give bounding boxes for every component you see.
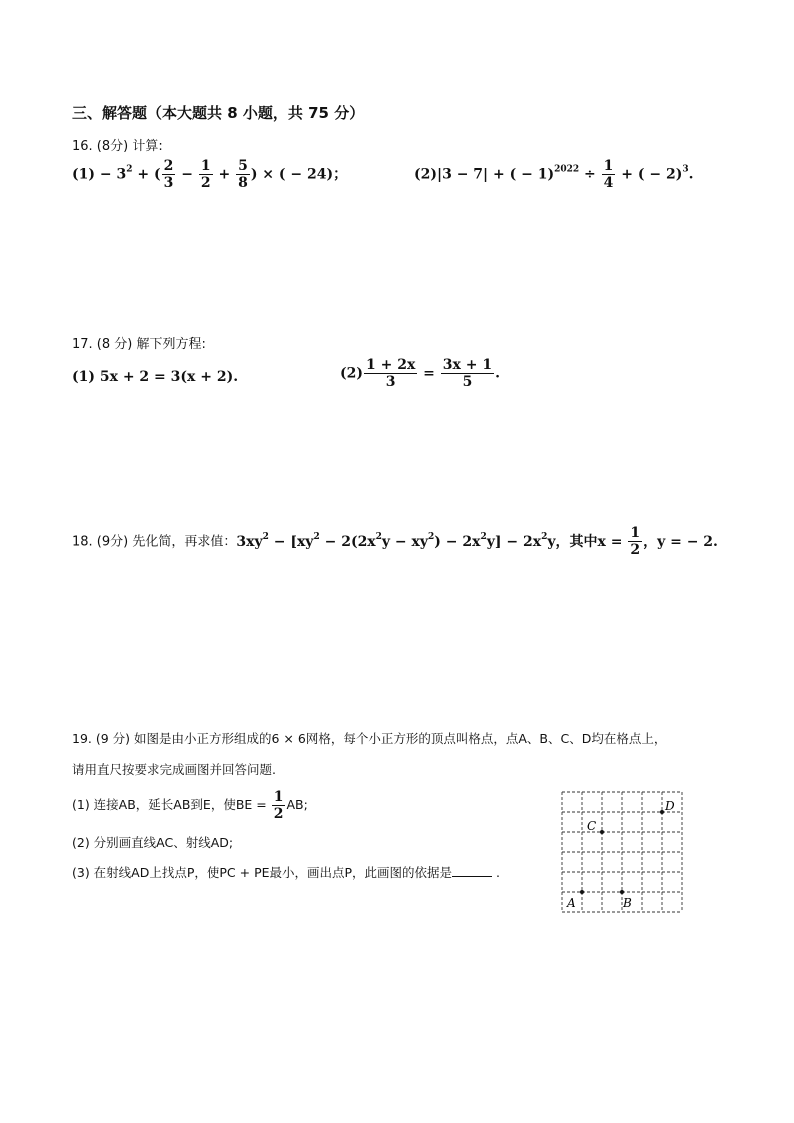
q17-part1: (1) 5x + 2 = 3(x + 2). xyxy=(72,369,239,385)
fraction: $\frac{1 + 2x}{3}$ xyxy=(366,357,416,390)
point-a xyxy=(580,890,584,894)
fraction: $\frac{5}{8}$ xyxy=(238,158,248,191)
q16-part1: $(1) - 3^2$ + ( $\frac{2}{3}$ − $\frac{1}{2}$ + $\frac{5}{8}$ ) × ( − 24)； xyxy=(72,158,348,191)
q19-step3: (3) 在射线AD上找点P，使PC + PE最小，画出点P，此画图的依据是 . xyxy=(72,865,501,880)
label-a: A xyxy=(567,896,576,910)
q16-part2: (2)|3 − 7| + ( − 1)$^{2022}$ ÷ $\frac{1}{4}$ + ( − 2)$^3$. xyxy=(414,158,694,191)
grid-diagram xyxy=(556,786,690,918)
label-c: C xyxy=(587,819,597,833)
q17-heading: 17. (8 分) 解下列方程: xyxy=(72,337,206,352)
fraction: $\frac{1}{2}$ xyxy=(630,525,641,558)
q19-step1: (1) 连接AB，延长AB到E，使BE = $\frac{1}{2}$ AB; xyxy=(72,789,308,822)
q19-line1: 19. (9 分) 如图是由小正方形组成的6 × 6网格，每个小正方形的顶点叫格点，点A、B、C、D均在格点上， xyxy=(72,731,667,746)
q17-part2: (2) $\frac{1 + 2x}{3}$ = $\frac{3x + 1}{5}$ . xyxy=(340,357,500,390)
point-c xyxy=(600,830,604,834)
label-b: B xyxy=(623,896,632,910)
q16-heading: 16. (8分) 计算: xyxy=(72,139,163,154)
point-b xyxy=(620,890,624,894)
fraction: $\frac{1}{4}$ xyxy=(603,158,614,191)
fraction: $\frac{1}{2}$ xyxy=(273,789,284,822)
answer-blank xyxy=(452,864,492,877)
q18-line: 18. (9分) 先化简，再求值：$3xy^2 - [xy^2 - 2(2x^2y - xy^2) - 2x^2y] - 2x^2y$，其中x = $\frac{1}{2}$ ，y = − 2. xyxy=(72,525,718,558)
q19-line2: 请用直尺按要求完成画图并回答问题. xyxy=(72,762,276,777)
point-d xyxy=(660,810,664,814)
label-d: D xyxy=(665,799,675,813)
fraction: $\frac{3x + 1}{5}$ xyxy=(442,357,493,390)
q19-step2: (2) 分别画直线AC、射线AD; xyxy=(72,835,234,850)
fraction: $\frac{1}{2}$ xyxy=(200,158,211,191)
fraction: $\frac{2}{3}$ xyxy=(163,158,174,191)
section-title: 三、解答题（本大题共 8 小题，共 75 分） xyxy=(72,104,365,122)
